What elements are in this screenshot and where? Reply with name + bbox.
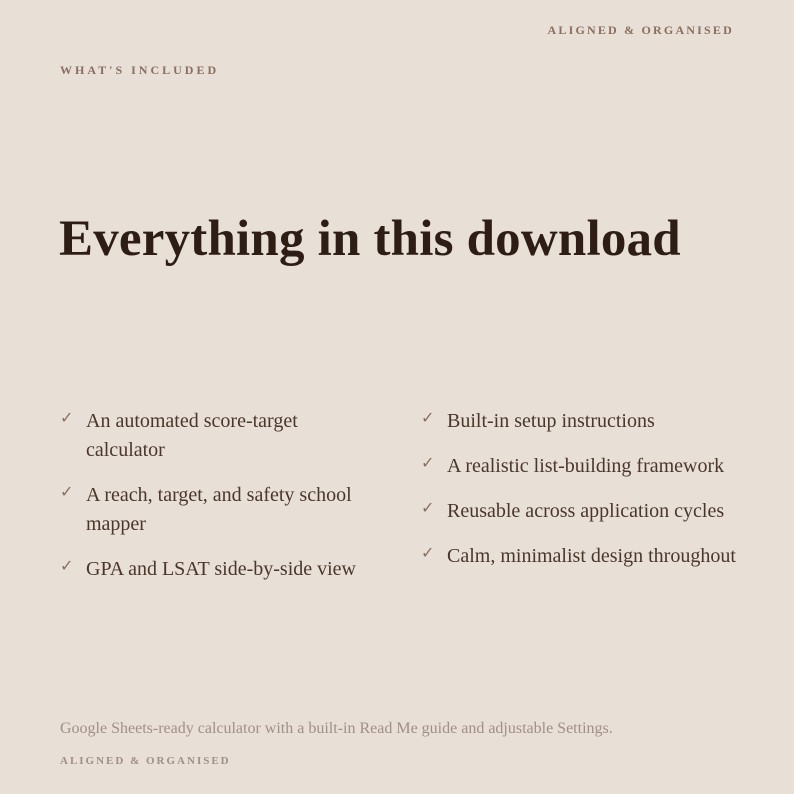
section-eyebrow: WHAT'S INCLUDED [60, 63, 220, 77]
brand-wordmark-top: ALIGNED & ORGANISED [547, 23, 734, 37]
feature-column-right [421, 407, 741, 587]
brand-wordmark-bottom: ALIGNED & ORGANISED [60, 755, 231, 767]
list-item [60, 407, 380, 465]
checkmark-icon: ✓ [421, 453, 435, 472]
feature-label: An automated score-target calculator [86, 410, 298, 461]
feature-label: Built-in setup instructions [447, 410, 655, 432]
checkmark-icon: ✓ [421, 408, 435, 427]
checkmark-icon: ✓ [60, 482, 74, 501]
checkmark-icon: ✓ [60, 556, 74, 575]
feature-label: A realistic list-building framework [447, 455, 725, 477]
list-item [421, 542, 741, 571]
list-item [421, 407, 741, 436]
feature-label: A reach, target, and safety school mapper [86, 484, 352, 535]
footer-description: Google Sheets-ready calculator with a built-in Read Me guide and adjustable Settings. [60, 720, 613, 737]
checkmark-icon: ✓ [421, 498, 435, 517]
list-item [421, 497, 741, 526]
list-item [60, 481, 380, 539]
checkmark-icon: ✓ [60, 408, 74, 427]
page-title: Everything in this download [59, 211, 681, 267]
feature-label: Reusable across application cycles [447, 500, 725, 522]
feature-label: Calm, minimalist design throughout [447, 545, 736, 567]
feature-column-left [60, 407, 380, 600]
feature-label: GPA and LSAT side-by-side view [86, 558, 356, 580]
list-item [421, 452, 741, 481]
checkmark-icon: ✓ [421, 543, 435, 562]
list-item [60, 555, 380, 584]
